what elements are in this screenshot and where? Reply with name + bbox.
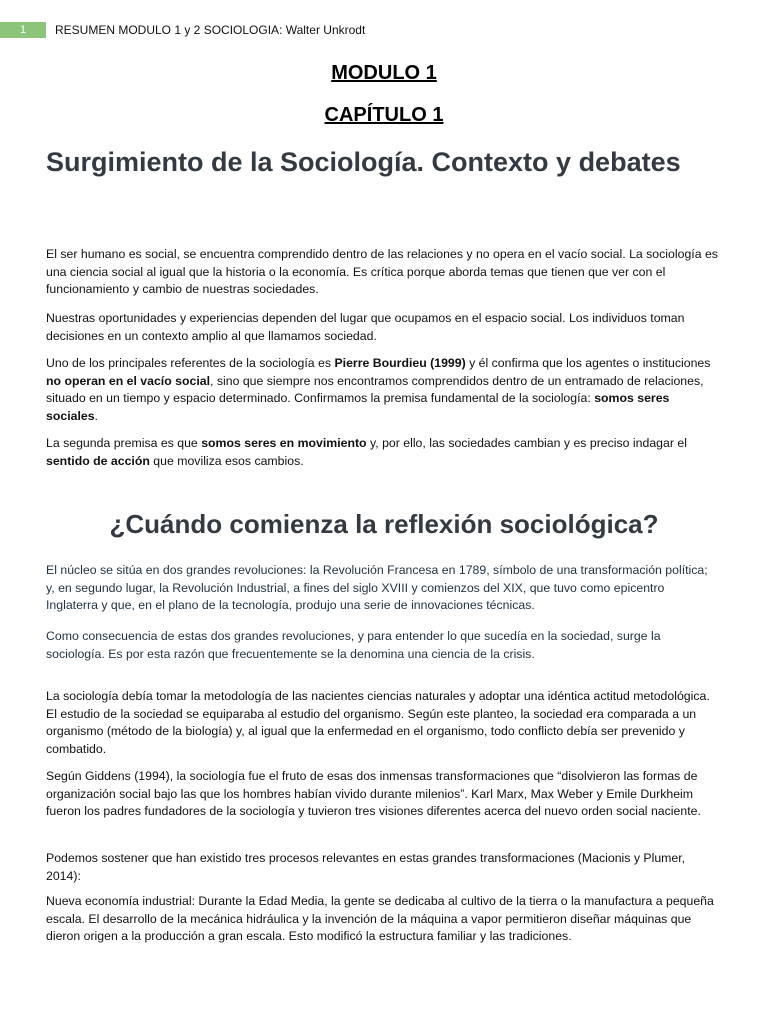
giddens-paragraph: Según Giddens (1994), la sociología fue el fruto de esas dos inmensas transformaciones que “disolvieron las formas de organización social bajo las que los hombres habían vivido durante milenios”. Karl Marx, Max Weber y Emile Durkheim fueron los padres fundadores de la sociología y tuvieron tres visiones diferentes acerca del nuevo orden social naciente. [46,769,701,818]
page-header [0,22,768,38]
method-paragraph: La sociología debía tomar la metodología de las nacientes ciencias naturales y adoptar una idéntica actitud metodológica. El estudio de la sociedad se equiparaba al estudio del organismo. Según este planteo, la sociedad era comparada a un organismo (método de la biología) y, al igual que la enfermedad en el organismo, todo conflicto debía ser prevenido y combatido. [46,689,710,756]
chapter-heading: CAPÍTULO 1 [324,104,444,126]
intro-paragraph-1: El ser humano es social, se encuentra comprendido dentro de las relaciones y no opera en el vacío social. La sociología es una ciencia social al igual que la historia o la economía. Es crítica porque aborda temas que tienen que ver con el funcionamiento y cambio de nuestras sociedades. [46,247,718,296]
economy-paragraph: Nueva economía industrial: Durante la Edad Media, la gente se dedicaba al cultivo de la tierra o la manufactura a pequeña escala. El desarrollo de la mecánica hidráulica y la invención de la máquina a vapor permitieron diseñar máquinas que dieron origen a la producción a gran escala. Esto modificó la estructura familiar y las tradiciones. [46,894,714,943]
page-number: 1 [0,22,46,38]
intro-paragraph-2: Nuestras oportunidades y experiencias dependen del lugar que ocupamos en el espacio social. Los individuos toman decisiones en un contexto amplio al que llamamos sociedad. [46,311,685,343]
main-title: Surgimiento de la Sociología. Contexto y debates [46,147,681,177]
bourdieu-paragraph: Uno de los principales referentes de la sociología es Pierre Bourdieu (1999) y él confirma que los agentes o instituciones no operan en el vacío social, sino que siempre nos encontramos comprendidos dentro de un entramado de relaciones, situado en un tiempo y espacio determinado. Confirmamos la premisa fundamental de la sociología: somos seres sociales. [46,356,711,423]
movimiento-paragraph: La segunda premisa es que somos seres en movimiento y, por ello, las sociedades cambian y es preciso indagar el sentido de acción que moviliza esos cambios. [46,436,687,468]
module-heading: MODULO 1 [331,62,437,84]
processes-paragraph: Podemos sostener que han existido tres procesos relevantes en estas grandes transformaciones (Macionis y Plumer, 2014): [46,851,686,883]
revolutions-paragraph: El núcleo se sitúa en dos grandes revoluciones: la Revolución Francesa en 1789, símbolo de una transformación política; y, en segundo lugar, la Revolución Industrial, a fines del siglo XVIII y comienzos del XIX, que tuvo como epicentro Inglaterra y que, en el plano de la tecnología, produjo una serie de innovaciones técnicas. [46,563,708,612]
crisis-paragraph: Como consecuencia de estas dos grandes revoluciones, y para entender lo que sucedía en la sociedad, surge la sociología. Es por esta razón que frecuentemente se la denomina una ciencia de la crisis. [46,629,661,661]
header-title: RESUMEN MODULO 1 y 2 SOCIOLOGIA: Walter Unkrodt [55,23,366,37]
section-title: ¿Cuándo comienza la reflexión sociológica? [109,509,659,539]
